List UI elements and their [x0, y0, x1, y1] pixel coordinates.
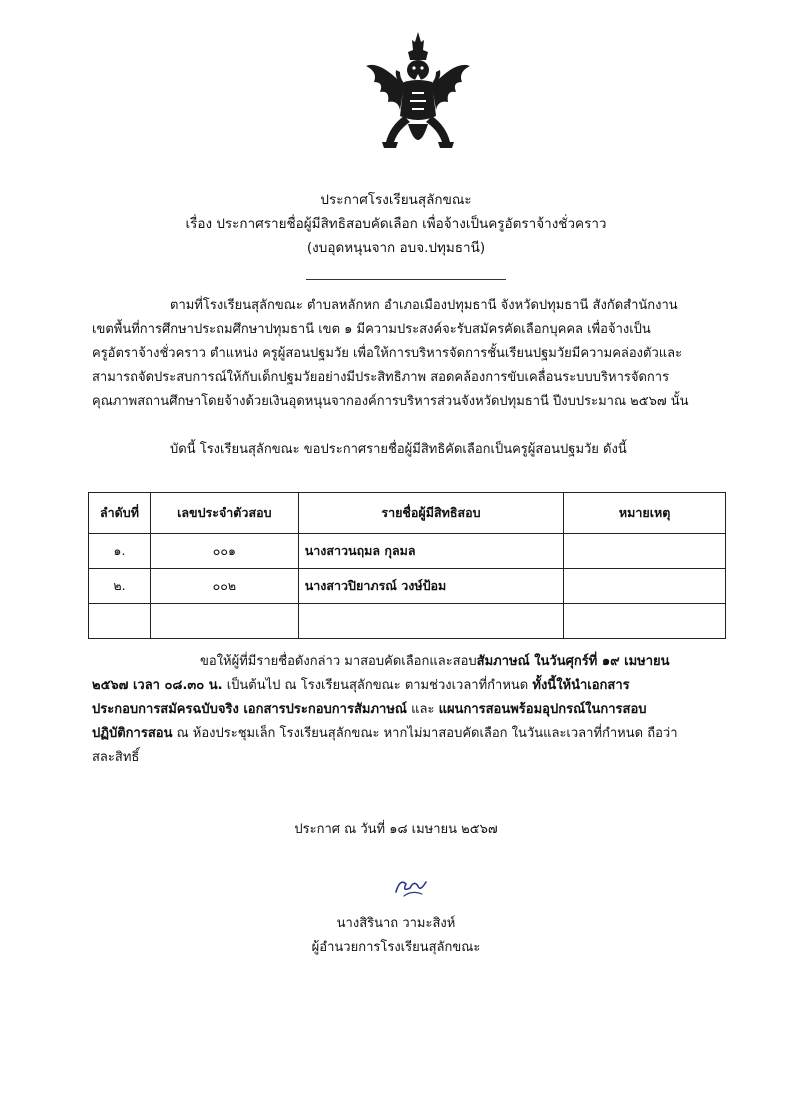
intro-paragraph	[92, 294, 726, 414]
table-header-row	[89, 493, 726, 534]
header-divider	[306, 279, 506, 280]
col-header-remark: หมายเหตุ	[564, 493, 726, 534]
cell-name: นางสาวนฤมล กุลมล	[298, 534, 564, 569]
cell-name: นางสาวปิยาภรณ์ วงษ์ป้อม	[298, 569, 564, 604]
cell-exam-id	[150, 604, 298, 639]
notice-line	[92, 722, 726, 746]
notice-line	[92, 698, 726, 722]
intro-line: สามารถจัดประสบการณ์ให้กับเด็กปฐมวัยอย่างมีประสิทธิภาพ สอดคล้องการขับเคลื่อนระบบบริหารจัดการ	[92, 370, 670, 385]
notice-line	[92, 650, 726, 674]
notice-emphasis: ปฏิบัติการสอน	[92, 726, 173, 741]
cell-name	[298, 604, 564, 639]
cell-no: ๒.	[89, 569, 151, 604]
cell-no: ๑.	[89, 534, 151, 569]
table-row	[89, 569, 726, 604]
col-header-exam-id: เลขประจำตัวสอบ	[150, 493, 298, 534]
notice-text: ณ ห้องประชุมเล็ก โรงเรียนสุลักขณะ หากไม่มาสอบคัดเลือก ในวันและเวลาที่กำหนด ถือว่า	[172, 726, 678, 741]
notice-line	[92, 674, 726, 698]
signer-title: ผู้อำนวยการโรงเรียนสุลักขณะ	[311, 940, 481, 955]
notice-emphasis: แผนการสอนพร้อมอุปกรณ์ในการสอบ	[438, 702, 647, 717]
table-row	[89, 534, 726, 569]
signer-block	[0, 912, 792, 960]
cell-exam-id: ๐๐๒	[150, 569, 298, 604]
cell-no	[89, 604, 151, 639]
intro-line: เขตพื้นที่การศึกษาประถมศึกษาปทุมธานี เขต ๑ มีความประสงค์จะรับสมัครคัดเลือกบุคคล เพื่อจ้างเป็น	[92, 322, 651, 337]
budget-line: (งบอุดหนุนจาก อบจ.ปทุมธานี)	[306, 240, 486, 256]
notice-text: เป็นต้นไป ณ โรงเรียนสุลักขณะ ตามช่วงเวลาที่กำหนด	[222, 678, 533, 693]
notice-text: ขอให้ผู้ที่มีรายชื่อดังกล่าว มาสอบคัดเลือกและสอบ	[200, 654, 477, 669]
col-header-name: รายชื่อผู้มีสิทธิสอบ	[298, 493, 564, 534]
notice-emphasis: ประกอบการสมัครฉบับจริง เอกสารประกอบการสัมภาษณ์	[92, 702, 407, 717]
table-row	[89, 604, 726, 639]
notice-emphasis: ทั้งนี้ให้นำเอกสาร	[532, 678, 630, 693]
cell-exam-id: ๐๐๑	[150, 534, 298, 569]
document-header	[0, 188, 792, 260]
candidate-table	[88, 492, 726, 639]
cell-remark	[564, 569, 726, 604]
notice-emphasis: ๒๕๖๗ เวลา ๐๘.๓๐ น.	[92, 678, 223, 693]
notice-text: และ	[406, 702, 439, 717]
signature-mark	[390, 870, 430, 900]
intro-line: คุณภาพสถานศึกษาโดยจ้างด้วยเงินอุดหนุนจากองค์การบริหารส่วนจังหวัดปทุมธานี ปีงบประมาณ ๒๕๖๗ นั้น	[92, 394, 689, 409]
cell-remark	[564, 534, 726, 569]
intro-line: ตามที่โรงเรียนสุลักขณะ ตำบลหลักหก อำเภอเมืองปทุมธานี จังหวัดปทุมธานี สังกัดสำนักงาน	[170, 298, 678, 313]
col-header-no: ลำดับที่	[89, 493, 151, 534]
notice-text: สละสิทธิ์	[92, 750, 140, 765]
org-line: ประกาศโรงเรียนสุลักขณะ	[320, 192, 472, 208]
notice-line	[92, 746, 726, 770]
announcement-date: ประกาศ ณ วันที่ ๑๘ เมษายน ๒๕๖๗	[294, 822, 498, 837]
notice-emphasis: สัมภาษณ์ ในวันศุกร์ที่ ๑๙ เมษายน	[476, 654, 670, 669]
lead-line: บัดนี้ โรงเรียนสุลักขณะ ขอประกาศรายชื่อผู้มีสิทธิคัดเลือกเป็นครูผู้สอนปฐมวัย ดังนี้	[170, 442, 627, 457]
signer-name: นางสิรินาถ วามะสิงห์	[336, 916, 456, 931]
notice-paragraph	[92, 650, 726, 770]
cell-remark	[564, 604, 726, 639]
garuda-emblem-icon	[360, 30, 476, 162]
subject-line: เรื่อง ประกาศรายชื่อผู้มีสิทธิสอบคัดเลือก เพื่อจ้างเป็นครูอัตราจ้างชั่วคราว	[185, 216, 607, 232]
intro-line: ครูอัตราจ้างชั่วคราว ตำแหน่ง ครูผู้สอนปฐมวัย เพื่อให้การบริหารจัดการชั้นเรียนปฐมวัยมีความคล่องตัวและ	[92, 346, 683, 361]
